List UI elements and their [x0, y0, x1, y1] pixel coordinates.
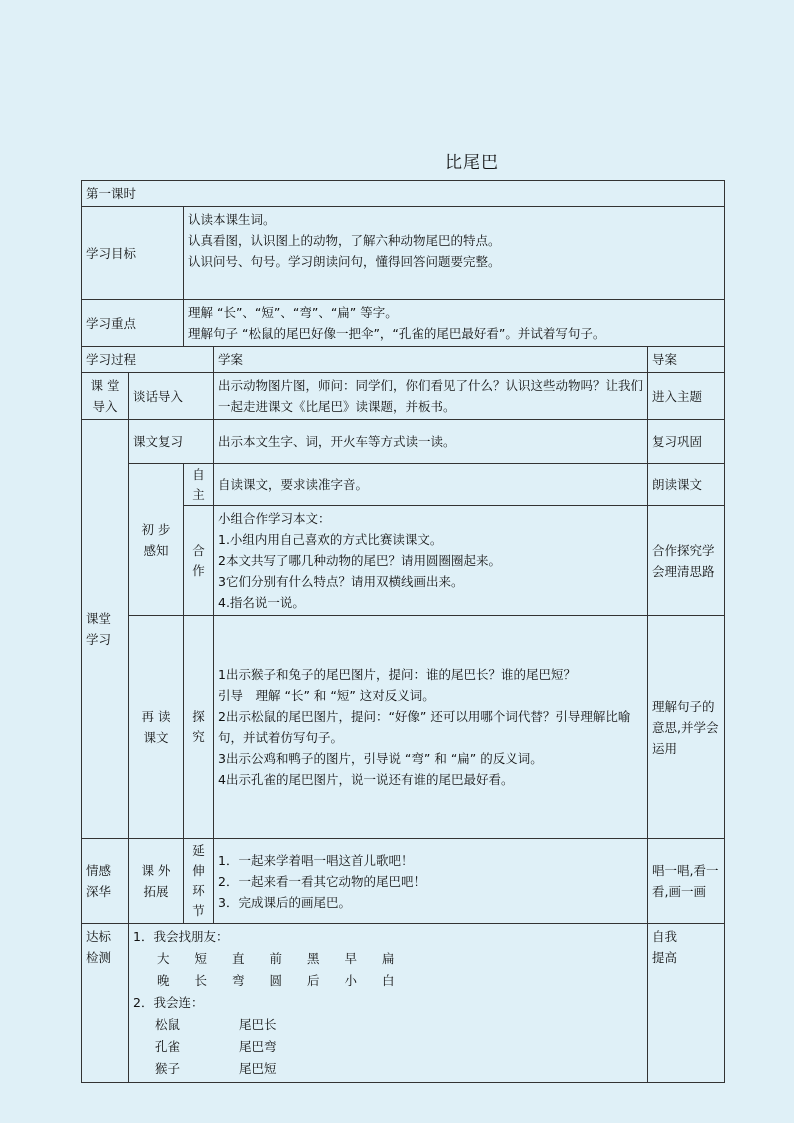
word-row-2: 晚 长 弯 圆 后 小 白: [157, 973, 395, 988]
emotion-guide: 唱一唱,看一看,画一画: [648, 839, 725, 924]
table-row: [82, 181, 725, 207]
review-step: 课文复习: [129, 420, 214, 464]
reread-step: 再 读 课文: [129, 616, 184, 839]
lesson-label: 第一课时: [82, 181, 725, 207]
focus-label: 学习重点: [82, 300, 184, 347]
self-guide: 朗读课文: [648, 464, 725, 506]
match-pair: 松鼠 尾巴长: [155, 1017, 277, 1032]
check-q1: 1．我会找朋友：: [133, 929, 229, 944]
table-row: [82, 924, 725, 1083]
table-row: [82, 464, 725, 506]
table-row: [82, 420, 725, 464]
coop-mode: 合 作: [184, 506, 214, 616]
check-q2: 2．我会连：: [133, 995, 204, 1010]
match-pair: 猴子 尾巴短: [155, 1061, 277, 1076]
focus-line: 理解 “长”、“短”、“弯”、“扁” 等字。: [188, 305, 398, 320]
goals-label: 学习目标: [82, 207, 184, 300]
header-process: 学习过程: [82, 347, 214, 373]
coop-plan: 小组合作学习本文： 1.小组内用自己喜欢的方式比赛读课文。 2本文共写了哪几种动物的尾巴？请用圆圈圈起来。 3它们分别有什么特点？请用双横线画出来。 4.指名说一说。: [214, 506, 648, 616]
page-title: 比尾巴: [445, 153, 499, 173]
table-row: [82, 373, 725, 420]
first-step: 初 步 感知: [129, 464, 184, 616]
coop-guide: 合作探究学会理清思路: [648, 506, 725, 616]
table-row: [82, 839, 725, 924]
header-guide: 导案: [648, 347, 725, 373]
word-row-1: 大 短 直 前 黑 早 扁: [157, 951, 395, 966]
emotion-step: 课 外 拓展: [129, 839, 184, 924]
check-content: [129, 924, 648, 1083]
header-plan: 学案: [214, 347, 648, 373]
goals-content: [184, 207, 725, 300]
intro-guide: 进入主题: [648, 373, 725, 420]
reread-guide: 理解句子的意思,并学会运用: [648, 616, 725, 839]
focus-line: 理解句子 “松鼠的尾巴好像一把伞”，“孔雀的尾巴最好看”。并试着写句子。: [188, 326, 606, 341]
goal-line: 认识问号、句号。学习朗读问句，懂得回答问题要完整。: [188, 254, 501, 269]
table-header-row: [82, 347, 725, 373]
goal-line: 认真看图，认识图上的动物，了解六种动物尾巴的特点。: [188, 233, 501, 248]
table-row: [82, 616, 725, 839]
review-guide: 复习巩固: [648, 420, 725, 464]
reread-mode: 探 究: [184, 616, 214, 839]
table-row: [82, 300, 725, 347]
check-guide: 自我 提高: [648, 924, 725, 1083]
emotion-plan: 1．一起来学着唱一唱这首儿歌吧！ 2．一起来看一看其它动物的尾巴吧！ 3．完成课后的画尾巴。: [214, 839, 648, 924]
lesson-plan-table: [81, 180, 725, 1083]
intro-step: 谈话导入: [129, 373, 214, 420]
intro-plan: 出示动物图片图，师问：同学们，你们看见了什么？认识这些动物吗？让我们一起走进课文《比尾巴》读课题，并板书。: [214, 373, 648, 420]
review-plan: 出示本文生字、词，开火车等方式读一读。: [214, 420, 648, 464]
intro-stage: 课 堂 导入: [82, 373, 129, 420]
self-mode: 自 主: [184, 464, 214, 506]
table-row: [82, 207, 725, 300]
goal-line: 认读本课生词。: [188, 212, 276, 227]
reread-plan: 1出示猴子和兔子的尾巴图片，提问：谁的尾巴长？谁的尾巴短？ 引导 理解 “长” 和 “短” 这对反义词。 2出示松鼠的尾巴图片，提问：“好像” 还可以用哪个词代替？引导理解比喻句，并试着仿写句子。 3出示公鸡和鸭子的图片，引导说 “弯” 和 “扁” 的反义词。 4出示孔雀的尾巴图片，说一说还有谁的尾巴最好看。: [214, 616, 648, 839]
study-stage: 课堂 学习: [82, 420, 129, 839]
focus-content: [184, 300, 725, 347]
self-plan: 自读课文，要求读准字音。: [214, 464, 648, 506]
emotion-stage: 情感 深华: [82, 839, 129, 924]
check-stage: 达标 检测: [82, 924, 129, 1083]
match-pair: 孔雀 尾巴弯: [155, 1039, 277, 1054]
emotion-mode: 延 伸 环 节: [184, 839, 214, 924]
